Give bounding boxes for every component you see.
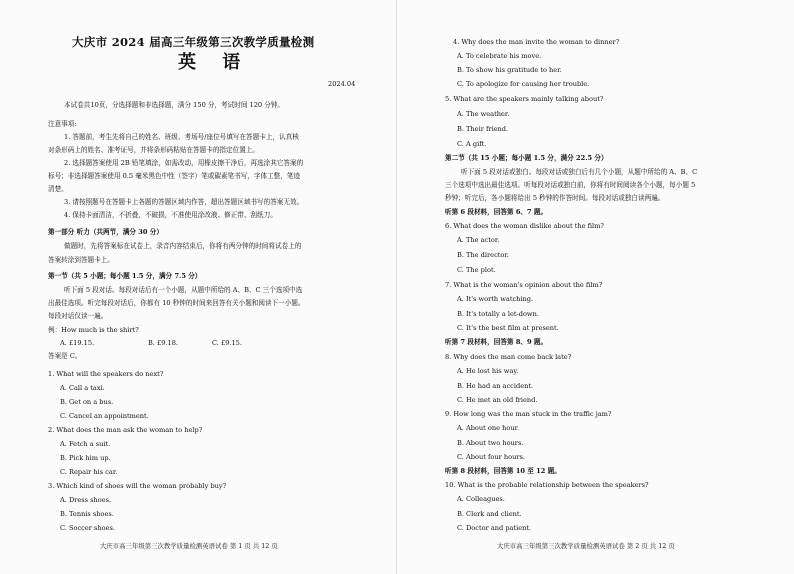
question-7: 7. What is the woman's opinion about the film? — [445, 281, 603, 289]
question-6-option: C. The plot. — [457, 266, 496, 274]
section2-desc-line: 三个选项中选出最佳选项。听每段对话或独白前，你将有时间阅读各个小题，每小题 5 — [445, 181, 696, 189]
question-2-option: A. Fetch a suit. — [60, 440, 111, 448]
example-question: 例：How much is the shirt? — [48, 326, 139, 334]
question-3-option: A. Dress shoes. — [60, 496, 112, 504]
example-option: A. £19.15. — [60, 339, 95, 347]
question-5: 5. What are the speakers mainly talking about? — [445, 95, 604, 103]
question-10-option: C. Doctor and patient. — [457, 524, 532, 532]
question-5-option: A. The weather. — [457, 110, 510, 118]
question-8-option: C. He met an old friend. — [457, 396, 538, 404]
question-9-option: B. About two hours. — [457, 439, 524, 447]
note-line: 1. 答题前，考生先将自己的姓名、班级、考场号/座位号填写在答题卡上，认真核 — [64, 133, 299, 141]
question-9: 9. How long was the man stuck in the traffic jam? — [445, 410, 612, 418]
page-footer: 大庆市高三年级第三次教学质量检测英语试卷 第 1 页 共 12 页 — [100, 542, 278, 550]
notes-title: 注意事项: — [48, 120, 77, 128]
question-1-option: C. Cancel an appointment. — [60, 412, 149, 420]
question-9-option: C. About four hours. — [457, 453, 525, 461]
question-2-option: C. Repair his car. — [60, 468, 118, 476]
exam-page-2 — [397, 0, 794, 574]
section1-desc-line: 每段对话仅读一遍。 — [48, 312, 108, 320]
subject-title: 英 语 — [178, 52, 251, 73]
question-1-option: A. Call a taxi. — [60, 384, 105, 392]
section1-desc-line: 听下面 5 段对话。每段对话后有一个小题，从题中所给的 A、B、C 三个选项中选 — [64, 286, 303, 294]
question-8-option: B. He had an accident. — [457, 382, 534, 390]
example-answer: 答案是 C。 — [48, 352, 82, 360]
question-4-option: A. To celebrate his move. — [457, 52, 542, 60]
question-3-option: B. Tennis shoes. — [60, 510, 114, 518]
section2-desc-line: 秒钟；听完后，各小题将给出 5 秒钟的作答时间。每段对话或独白读两遍。 — [445, 194, 665, 202]
listen-instruction: 听第 7 段材料，回答第 8、9 题。 — [445, 338, 548, 346]
question-10-option: B. Clerk and client. — [457, 510, 522, 518]
question-7-option: B. It's totally a let-down. — [457, 310, 539, 318]
question-1-option: B. Get on a bus. — [60, 398, 114, 406]
note-line: 3. 请按照题号在答题卡上各题的答题区域内作答，超出答题区域书写的答案无效。 — [64, 198, 304, 206]
section2-desc-line: 听下面 5 段对话或独白。每段对话或独白后有几个小题，从题中所给的 A、B、C — [461, 168, 698, 176]
exam-date: 2024.04 — [328, 80, 356, 88]
question-8: 8. Why does the man come back late? — [445, 353, 572, 361]
question-2: 2. What does the man ask the woman to help? — [48, 426, 203, 434]
note-line: 清楚。 — [48, 185, 68, 193]
question-3: 3. Which kind of shoes will the woman probably buy? — [48, 482, 227, 490]
question-10: 10. What is the probable relationship between the speakers? — [445, 481, 649, 489]
question-6-option: A. The actor. — [457, 236, 500, 244]
question-8-option: A. He lost his way. — [457, 367, 519, 375]
part1-desc-line: 做题时，先将答案标在试卷上，录音内容结束后，你将有两分钟的时间将试卷上的 — [64, 242, 302, 250]
example-option: B. £9.18. — [148, 339, 179, 347]
question-2-option: B. Pick him up. — [60, 454, 111, 462]
question-9-option: A. About one hour. — [457, 424, 520, 432]
question-5-option: B. Their friend. — [457, 125, 509, 133]
question-4: 4. Why does the man invite the woman to dinner? — [453, 38, 620, 46]
page-footer: 大庆市高三年级第三次教学质量检测英语试卷 第 2 页 共 12 页 — [497, 542, 675, 550]
question-5-option: C. A gift. — [457, 140, 487, 148]
question-10-option: A. Colleagues. — [457, 495, 505, 503]
example-option: C. £9.15. — [212, 339, 242, 347]
question-4-option: B. To show his gratitude to her. — [457, 66, 562, 74]
part1-title: 第一部分 听力（共两节，满分 30 分） — [48, 228, 163, 236]
question-7-option: C. It's the best film at present. — [457, 324, 559, 332]
question-7-option: A. It's worth watching. — [457, 295, 534, 303]
section1-desc-line: 出最佳选项。听完每段对话后，你都有 10 秒钟的时间来回答有关小题和阅读下一小题。 — [48, 299, 305, 307]
question-1: 1. What will the speakers do next? — [48, 370, 164, 378]
intro-text: 本试卷共10页，分选择题和非选择题，满分 150 分，考试时间 120 分钟。 — [64, 101, 284, 109]
note-line: 标号；非选择题答案使用 0.5 毫米黑色中性（签字）笔或碳素笔书写，字体工整，笔迹 — [48, 172, 301, 180]
exam-title: 大庆市 2024 届高三年级第三次教学质量检测 — [72, 35, 315, 49]
section2-title: 第二节（共 15 小题；每小题 1.5 分，满分 22.5 分） — [445, 154, 608, 162]
note-line: 对条形码上的姓名、准考证号，并将条形码粘贴在答题卡的指定位置上。 — [48, 146, 259, 154]
question-4-option: C. To apologize for causing her trouble. — [457, 80, 590, 88]
question-6-option: B. The director. — [457, 251, 509, 259]
section1-title: 第一节（共 5 小题；每小题 1.5 分，满分 7.5 分） — [48, 272, 202, 280]
note-line: 2. 选择题答案使用 2B 铅笔填涂，如需改动，用橡皮擦干净后，再选涂其它答案的 — [64, 159, 304, 167]
note-line: 4. 保持卡面清洁，不折叠，不破损，不准使用涂改液、修正带、刮纸刀。 — [64, 211, 277, 219]
listen-instruction: 听第 8 段材料，回答第 10 至 12 题。 — [445, 467, 561, 475]
listen-instruction: 听第 6 段材料，回答第 6、7 题。 — [445, 208, 548, 216]
question-6: 6. What does the woman dislike about the film? — [445, 222, 604, 230]
part1-desc-line: 答案转涂到答题卡上。 — [48, 256, 114, 264]
question-3-option: C. Soccer shoes. — [60, 524, 116, 532]
